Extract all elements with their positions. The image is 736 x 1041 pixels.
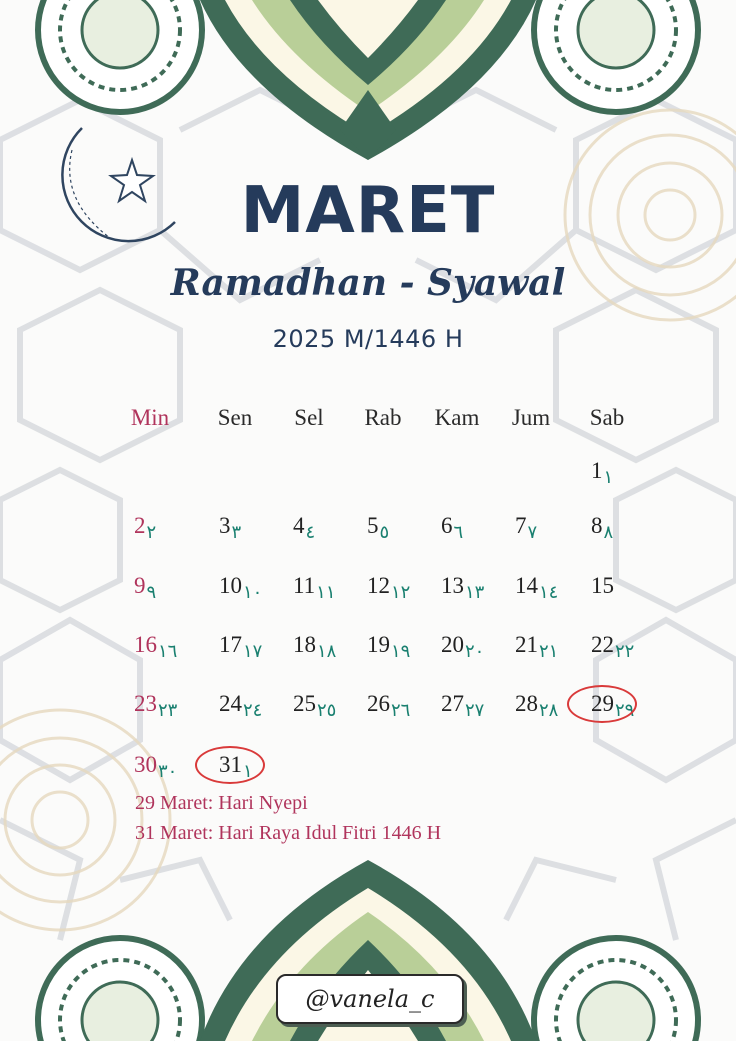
holiday-note-idul-fitri: 31 Maret: Hari Raya Idul Fitri 1446 H <box>135 822 442 844</box>
day-cell-19 <box>367 632 411 662</box>
year-label: 2025 M/1446 H <box>272 325 464 353</box>
gregorian-date: 27 <box>441 691 464 716</box>
hijri-date: ٣٠ <box>158 761 178 782</box>
day-cell-30 <box>134 752 178 782</box>
weekday-sab: Sab <box>589 405 625 430</box>
day-cell-4 <box>293 513 316 543</box>
gregorian-date: 18 <box>293 632 316 657</box>
hijri-date: ٢٥ <box>317 700 337 721</box>
holiday-circle-marker <box>567 685 637 723</box>
gregorian-date: 13 <box>441 573 464 598</box>
mandala-ornament-left <box>0 710 170 930</box>
hijri-date: ٩ <box>146 582 157 603</box>
day-cell-2 <box>134 513 157 543</box>
gregorian-date: 17 <box>219 632 242 657</box>
holiday-circle-marker <box>195 746 265 784</box>
gregorian-date: 9 <box>134 573 146 598</box>
gregorian-date: 6 <box>441 513 453 538</box>
gregorian-date: 16 <box>134 632 157 657</box>
day-cell-16 <box>134 632 178 662</box>
gregorian-date: 11 <box>293 573 316 598</box>
hijri-date: ٢٣ <box>158 700 178 721</box>
hijri-date: ١ <box>603 467 614 488</box>
gregorian-date: 5 <box>367 513 379 538</box>
gregorian-date: 7 <box>515 513 527 538</box>
hijri-date: ٢٠ <box>465 641 485 662</box>
day-cell-20 <box>441 632 485 662</box>
gregorian-date: 3 <box>219 513 231 538</box>
gregorian-date: 14 <box>515 573 538 598</box>
period-subtitle: Ramadhan - Syawal <box>170 262 566 304</box>
gregorian-date: 25 <box>293 691 316 716</box>
day-cell-26 <box>367 691 411 721</box>
gregorian-date: 12 <box>367 573 390 598</box>
gregorian-date: 22 <box>591 632 614 657</box>
weekday-sen: Sen <box>217 405 253 430</box>
gregorian-date: 23 <box>134 691 157 716</box>
gregorian-date: 26 <box>367 691 390 716</box>
day-cell-6 <box>441 513 464 543</box>
hijri-date: ١١ <box>316 582 336 603</box>
day-cell-11 <box>293 573 336 603</box>
day-cell-10 <box>219 573 263 603</box>
hijri-date: ٥ <box>379 522 390 543</box>
hijri-date: ١٧ <box>243 641 263 662</box>
day-cell-12 <box>367 573 411 603</box>
day-cell-3 <box>219 513 242 543</box>
gregorian-date: 29 <box>591 691 614 716</box>
weekday-min: Min <box>130 405 170 430</box>
day-cell-8 <box>591 513 614 543</box>
day-cell-21 <box>515 632 559 662</box>
gregorian-date: 20 <box>441 632 464 657</box>
day-cell-27 <box>441 691 485 721</box>
day-cell-25 <box>293 691 337 721</box>
day-cell-9 <box>134 573 157 603</box>
hijri-date: ١٨ <box>317 641 337 662</box>
credit-badge: @vanela_c <box>276 974 464 1024</box>
day-cell-13 <box>441 573 485 603</box>
weekday-jum: Jum <box>511 405 551 430</box>
hijri-date: ١٢ <box>391 582 411 603</box>
hijri-date: ٨ <box>603 522 614 543</box>
hijri-date: ٦ <box>453 522 464 543</box>
gregorian-date: 24 <box>219 691 242 716</box>
hijri-date: ١٣ <box>465 582 485 603</box>
gregorian-date: 8 <box>591 513 603 538</box>
hijri-date: ١٠ <box>243 582 263 603</box>
gregorian-date: 19 <box>367 632 390 657</box>
month-title: MARET <box>240 174 496 248</box>
gregorian-date: 28 <box>515 691 538 716</box>
gregorian-date: 1 <box>591 458 603 483</box>
day-cell-22 <box>591 632 635 662</box>
day-cell-1 <box>591 458 614 488</box>
day-cell-17 <box>219 632 263 662</box>
weekday-rab: Rab <box>364 405 402 430</box>
day-cell-5 <box>367 513 390 543</box>
gregorian-date: 30 <box>134 752 157 777</box>
gregorian-date: 15 <box>591 573 614 598</box>
hijri-date: ٢٧ <box>465 700 485 721</box>
hijri-date: ١٤ <box>539 582 559 603</box>
hijri-date: ٢٩ <box>615 700 635 721</box>
day-cell-23 <box>134 691 178 721</box>
gregorian-date: 31 <box>219 752 242 777</box>
weekday-sel: Sel <box>294 405 324 430</box>
day-cell-7 <box>515 513 538 543</box>
hijri-date: ١ <box>243 761 253 782</box>
hijri-date: ٢٢ <box>615 641 635 662</box>
day-cell-24 <box>219 691 263 721</box>
hijri-date: ٢ <box>146 522 157 543</box>
holiday-note-nyepi: 29 Maret: Hari Nyepi <box>135 792 308 814</box>
gregorian-date: 21 <box>515 632 538 657</box>
day-cell-28 <box>515 691 559 721</box>
hijri-date: ٢٨ <box>539 700 559 721</box>
hijri-date: ١٩ <box>391 641 411 662</box>
weekday-kam: Kam <box>434 405 480 430</box>
gregorian-date: 10 <box>219 573 242 598</box>
day-cell-15 <box>591 573 614 599</box>
gregorian-date: 4 <box>293 513 305 538</box>
hijri-date: ٧ <box>527 522 538 543</box>
hijri-date: ١٦ <box>158 641 178 662</box>
hijri-date: ٢٦ <box>391 700 411 721</box>
day-cell-18 <box>293 632 337 662</box>
hijri-date: ٢١ <box>539 641 559 662</box>
hijri-date: ٣ <box>231 522 242 543</box>
gregorian-date: 2 <box>134 513 146 538</box>
day-cell-14 <box>515 573 559 603</box>
hijri-date: ٢٤ <box>243 700 263 721</box>
hijri-date: ٤ <box>305 522 316 543</box>
